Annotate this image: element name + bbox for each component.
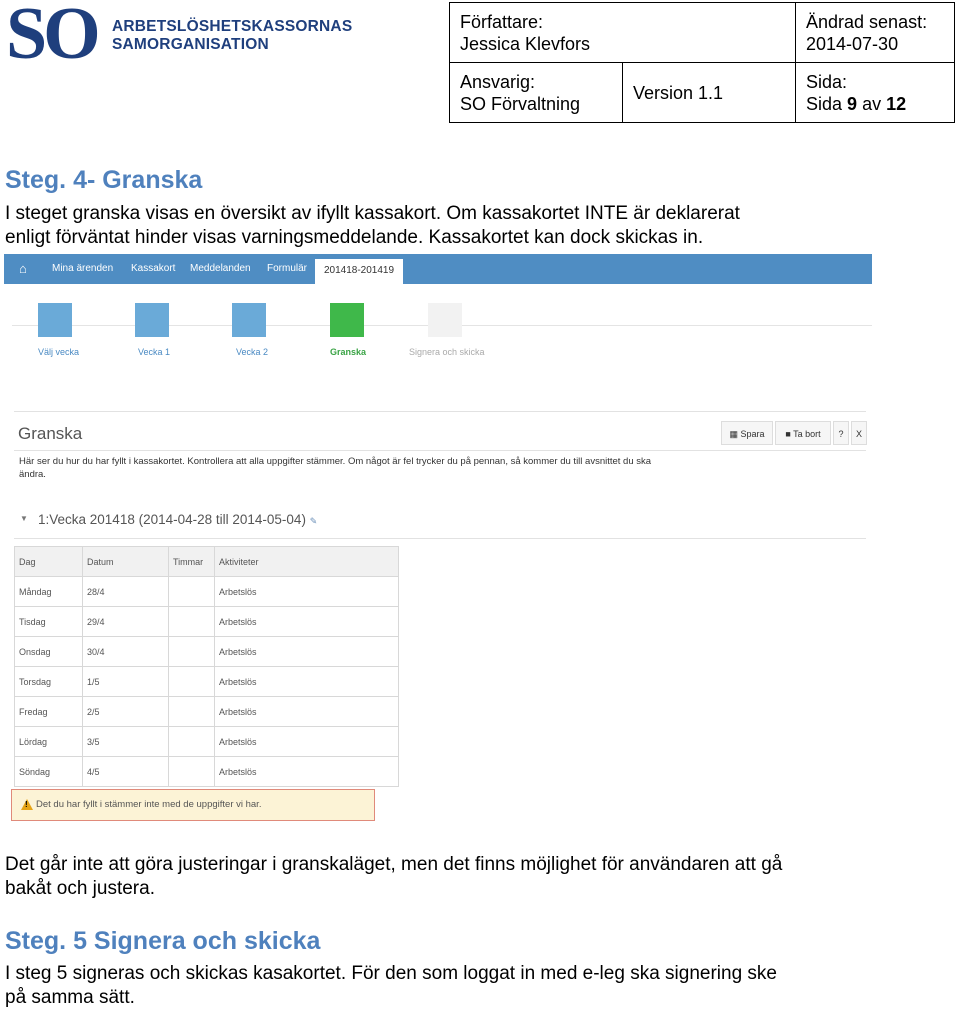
step-vecka1-box[interactable]: [135, 303, 169, 337]
step4-line-1: I steget granska visas en översikt av ifyllt kassakort. Om kassakortet INTE är deklarerat: [5, 203, 740, 224]
table-row: Måndag 28/4 Arbetslös: [15, 577, 399, 607]
step4-description: [5, 202, 955, 249]
col-aktiviteter: Aktiviteter: [215, 547, 399, 577]
responsible-value: SO Förvaltning: [460, 93, 581, 114]
step-granska-box[interactable]: [330, 303, 364, 337]
save-icon: ▦: [729, 429, 738, 439]
table-row: Söndag 4/5 Arbetslös: [15, 757, 399, 787]
top-navigation: [4, 254, 872, 284]
page-label: Sida:: [806, 71, 848, 92]
home-icon[interactable]: ⌂: [19, 261, 27, 276]
logo-line-2: SAMORGANISATION: [112, 36, 269, 53]
nav-mina-arenden[interactable]: Mina ärenden: [52, 263, 114, 274]
col-dag: Dag: [15, 547, 83, 577]
step-vecka2-box[interactable]: [232, 303, 266, 337]
adjustment-line-1: Det går inte att göra justeringar i granskaläget, men det finns möjlighet för användaren att gå: [5, 854, 783, 875]
page-value: Sida 9 av 12: [806, 93, 907, 114]
warning-icon: [21, 799, 33, 810]
warning-message: ! Det du har fyllt i stämmer inte med de uppgifter vi har.: [11, 789, 375, 821]
changed-value: 2014-07-30: [806, 33, 899, 54]
close-button[interactable]: X: [851, 421, 867, 445]
responsible-label: Ansvarig:: [460, 71, 536, 92]
step4-line-2: enligt förväntat hinder visas varningsmeddelande. Kassakortet kan dock skickas in.: [5, 226, 704, 248]
step-signera-box[interactable]: [428, 303, 462, 337]
table-header-row: [15, 547, 399, 577]
edit-icon[interactable]: ✎: [309, 516, 318, 526]
table-row: Fredag 2/5 Arbetslös: [15, 697, 399, 727]
nav-formular[interactable]: Formulär: [267, 263, 308, 274]
panel-top-border: [14, 411, 866, 412]
granska-screenshot: [4, 254, 872, 829]
page-cell: [796, 63, 955, 123]
step5-description: [5, 962, 955, 1009]
step-signera-label[interactable]: Signera och skicka: [409, 347, 485, 357]
logo-mark: SO: [6, 0, 97, 75]
logo-line-1: ARBETSLÖSHETSKASSORNAS: [112, 18, 353, 35]
author-value: Jessica Klevfors: [460, 33, 591, 54]
help-button[interactable]: ?: [833, 421, 849, 445]
changed-label: Ändrad senast:: [806, 11, 928, 32]
version-cell: Version 1.1: [623, 63, 796, 123]
save-button[interactable]: ▦ Spara: [721, 421, 773, 445]
step-valj-vecka-label[interactable]: Välj vecka: [38, 347, 80, 357]
week-title[interactable]: 1:Vecka 201418 (2014-04-28 till 2014-05-04) ✎: [38, 512, 318, 527]
panel-title: Granska: [18, 424, 83, 443]
nav-meddelanden[interactable]: Meddelanden: [190, 263, 251, 274]
week-divider: [14, 538, 866, 539]
chevron-down-icon[interactable]: ▼: [20, 514, 28, 523]
delete-button[interactable]: ■ Ta bort: [775, 421, 831, 445]
step-granska-label[interactable]: Granska: [330, 347, 367, 357]
step4-heading: Steg. 4- Granska: [5, 166, 203, 194]
step-valj-vecka-box[interactable]: [38, 303, 72, 337]
adjustment-note: [5, 853, 955, 900]
step5-line-2: på samma sätt.: [5, 986, 135, 1008]
author-cell: [450, 3, 796, 63]
col-timmar: Timmar: [169, 547, 215, 577]
table-row: Lördag 3/5 Arbetslös: [15, 727, 399, 757]
intro-text: Här ser du hur du har fyllt i kassakortet. Kontrollera att alla uppgifter stämmer. Om något är fel trycker du på pennan, så kommer du till avsnittet du ska ändra.: [19, 456, 652, 480]
changed-cell: [796, 3, 955, 63]
trash-icon: ■: [785, 429, 791, 439]
col-datum: Datum: [83, 547, 169, 577]
table-row: Tisdag 29/4 Arbetslös: [15, 607, 399, 637]
step-vecka2-label[interactable]: Vecka 2: [236, 347, 269, 357]
nav-active-tab[interactable]: 201418-201419: [315, 259, 403, 284]
step5-heading: Steg. 5 Signera och skicka: [5, 927, 321, 955]
author-label: Författare:: [460, 11, 544, 32]
adjustment-line-2: bakåt och justera.: [5, 877, 155, 899]
step-vecka1-label[interactable]: Vecka 1: [138, 347, 171, 357]
panel-title-divider: [14, 450, 866, 451]
document-info-table: [449, 2, 955, 123]
step5-line-1: I steg 5 signeras och skickas kasakortet. För den som loggat in med e-leg ska signering ske: [5, 963, 777, 984]
table-row: Torsdag 1/5 Arbetslös: [15, 667, 399, 697]
nav-kassakort[interactable]: Kassakort: [131, 263, 176, 274]
organization-logo: [6, 0, 353, 75]
table-row: Onsdag 30/4 Arbetslös: [15, 637, 399, 667]
week-table: [14, 546, 399, 787]
responsible-cell: [450, 63, 623, 123]
